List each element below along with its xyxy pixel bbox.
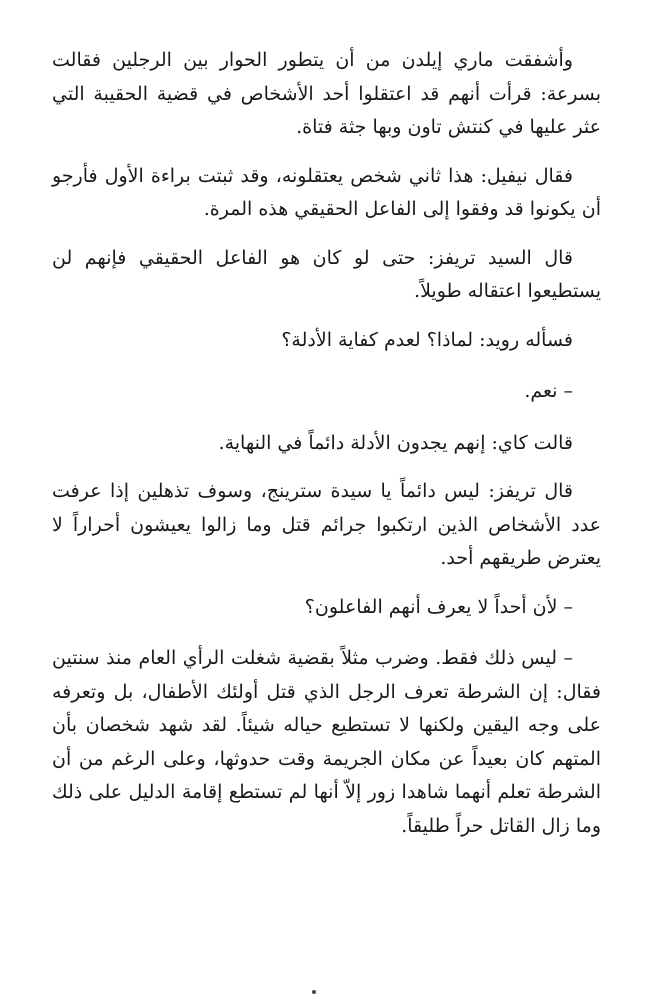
page-bottom-mark: [312, 990, 316, 994]
paragraph-4: فسأله رويد: لماذا؟ لعدم كفاية الأدلة؟: [281, 328, 573, 351]
paragraph-9: – ليس ذلك فقط. وضرب مثلاً بقضية شغلت الرأي العام منذ سنتين فقال: إن الشرطة تعرف الرجل الذي قتل أولئك الأطفال، بل وتعرفه على وجه اليقين ولكنها لا تستطيع حياله شيئاً. لقد شهد شخصان بأن المتهم كان بعيداً عن مكان الجريمة وقت حدوثها، وعلى الرغم من أن الشرطة تعلم أنهما شاهدا زور إلاّ أنها لم تستطع إقامة الدليل على ذلك وما زال القاتل حراً طليقاً.: [52, 647, 601, 837]
paragraph-7: قال تريفز: ليس دائماً يا سيدة سترينج، وسوف تذهلين إذا عرفت عدد الأشخاص الذين ارتكبوا جرائم قتل وما زالوا يعيشون أحراراً لا يعترض طريقهم أحد.: [52, 480, 601, 569]
paragraph-5: – نعم.: [524, 380, 573, 402]
paragraph-8: – لأن أحداً لا يعرف أنهم الفاعلون؟: [304, 595, 573, 618]
paragraph-2: فقال نيفيل: هذا ثاني شخص يعتقلونه، وقد ثبتت براءة الأول فأرجو أن يكونوا قد وفقوا إلى الفاعل الحقيقي هذه المرة.: [52, 164, 601, 220]
paragraph-1: وأشفقت ماري إيلدن من أن يتطور الحوار بين الرجلين فقالت بسرعة: قرأت أنهم قد اعتقلوا أحد الأشخاص في قضية الحقيبة التي عثر عليها في كنتش تاون وبها جثة فتاة.: [52, 49, 601, 138]
paragraph-6: قالت كاي: إنهم يجدون الأدلة دائماً في النهاية.: [218, 431, 573, 454]
book-page: [52, 44, 601, 858]
paragraph-3: قال السيد تريفز: حتى لو كان هو الفاعل الحقيقي فإنهم لن يستطيعوا اعتقاله طويلاً.: [52, 246, 601, 302]
